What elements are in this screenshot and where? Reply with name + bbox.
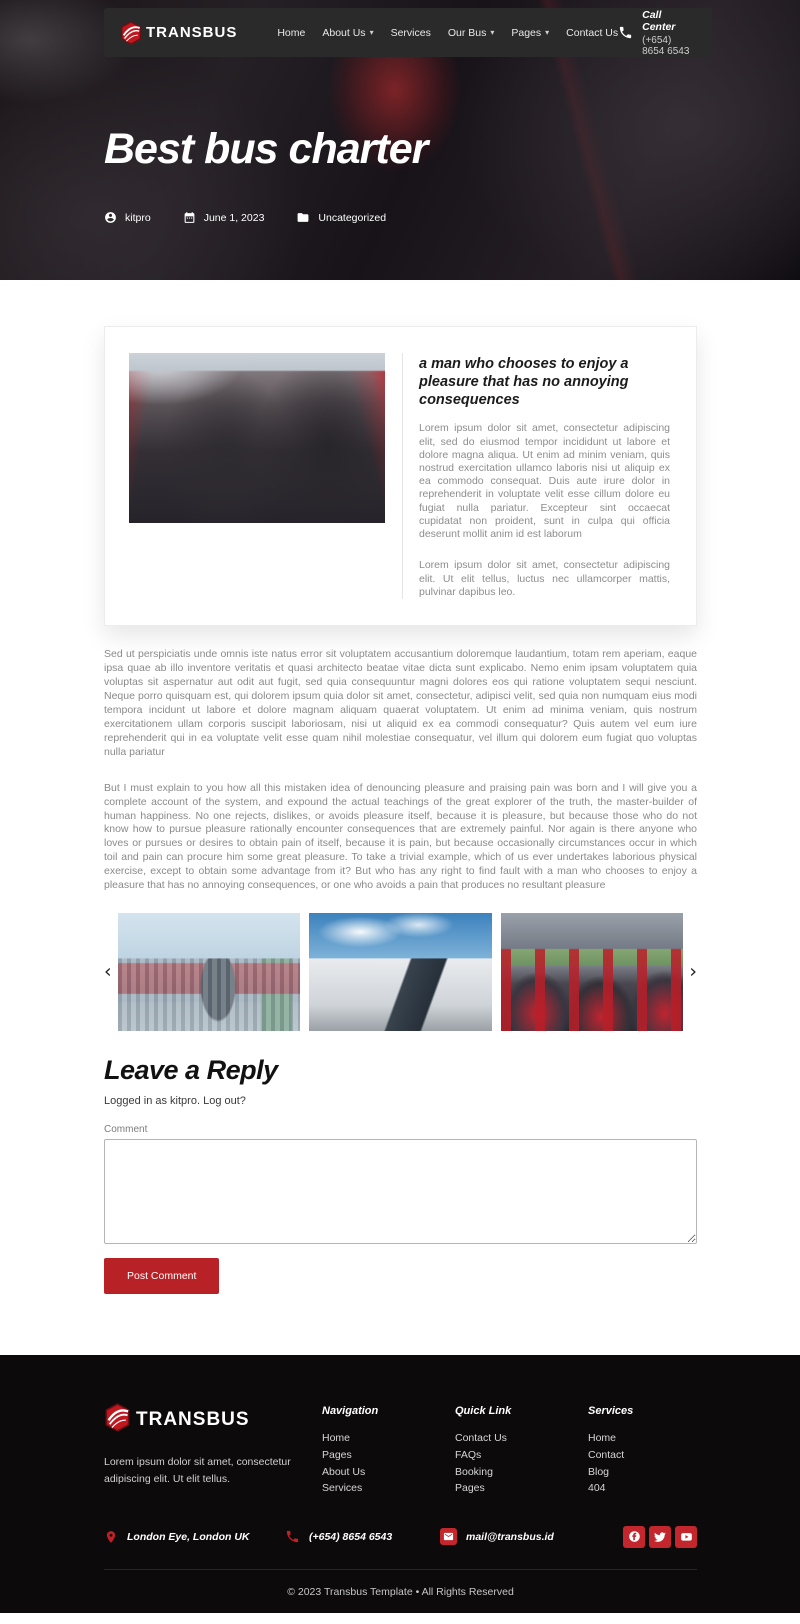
social-links bbox=[623, 1526, 697, 1548]
footer-brand bbox=[104, 1403, 322, 1499]
twitter-icon[interactable] bbox=[649, 1526, 671, 1548]
carousel-next-button[interactable]: › bbox=[689, 960, 697, 983]
chevron-down-icon: ▾ bbox=[490, 28, 495, 37]
article-paragraph: Sed ut perspiciatis unde omnis iste natus error sit voluptatem accusantium doloremque laudantium, totam rem aperiam, eaque ipsa quae ab illo inventore veritatis et quasi architecto beatae vitae dicta sunt explicabo. Nemo enim ipsam voluptatem quia voluptas sit aspernatur aut odit aut fugit, sed quia consequuntur magni dolores eos qui ratione voluptatem sequi nesciunt. Neque porro quisquam est, qui dolorem ipsum quia dolor sit amet, consectetur, adipisci velit, sed quia non numquam eius modi tempora incidunt ut labore et dolore magnam aliquam quaerat voluptatem. Ut enim ad minima veniam, quis nostrum exercitationem ullam corporis suscipit laboriosam, nisi ut aliquid ex ea commodi consequatur? Quis autem vel eum iure reprehenderit qui in ea voluptate velit esse quam nihil molestiae consequatur, vel illum qui dolorem eum fugiat quo voluptas nulla pariatur bbox=[104, 648, 697, 758]
logged-in-line: Logged in as kitpro. Log out? bbox=[104, 1095, 246, 1108]
phone-icon bbox=[285, 1529, 300, 1544]
logo-shield-icon bbox=[120, 21, 142, 45]
footer-link[interactable]: Contact bbox=[588, 1448, 625, 1461]
location-pin-icon bbox=[104, 1529, 118, 1545]
main-navbar bbox=[104, 8, 712, 57]
chevron-down-icon: ▾ bbox=[369, 28, 374, 37]
footer-phone[interactable]: (+654) 8654 6543 bbox=[285, 1529, 440, 1544]
footer-link[interactable]: Home bbox=[588, 1432, 617, 1445]
mail-icon bbox=[440, 1528, 457, 1545]
nav-item-home[interactable]: Home bbox=[277, 26, 306, 39]
calendar-icon bbox=[183, 211, 196, 224]
carousel-slide-city-bus-stop[interactable] bbox=[118, 913, 300, 1031]
quote-paragraph: Lorem ipsum dolor sit amet, consectetur adipiscing elit, sed do eiusmod tempor incididunt ut labore et dolore magna aliqua. Ut enim ad minim veniam, quis nostrud exercitation ullamco laboris nisi ut aliquip ex ea commodo consequat. Duis aute irure dolor in reprehenderit in voluptate velit esse cillum dolore eu fugiat nulla pariatur. Excepteur sint occaecat cupidatat non proident, sunt in culpa qui officia deserunt mollit anim id est laborum bbox=[419, 422, 670, 541]
page-title: Best bus charter bbox=[104, 125, 428, 173]
footer-link[interactable]: Contact Us bbox=[455, 1432, 507, 1445]
youtube-icon[interactable] bbox=[675, 1526, 697, 1548]
site-footer bbox=[0, 1355, 800, 1613]
footer-column-quick-link: Quick Link Contact Us FAQs Booking Pages bbox=[455, 1403, 588, 1499]
nav-item-about-us[interactable]: About Us ▾ bbox=[322, 26, 374, 39]
leave-a-reply-heading: Leave a Reply bbox=[104, 1055, 278, 1086]
comment-label: Comment bbox=[104, 1124, 148, 1136]
logo-shield-icon bbox=[104, 1403, 131, 1437]
logo[interactable] bbox=[120, 21, 237, 45]
carousel-slide-bus-interior[interactable] bbox=[501, 913, 683, 1031]
nav-menu bbox=[277, 27, 618, 39]
footer-link[interactable]: Pages bbox=[455, 1482, 485, 1495]
comment-textarea[interactable] bbox=[104, 1139, 697, 1244]
hero-content bbox=[104, 125, 428, 224]
nav-item-services[interactable]: Services bbox=[390, 26, 431, 39]
nav-item-pages[interactable]: Pages ▾ bbox=[511, 26, 550, 39]
quote-paragraph: Lorem ipsum dolor sit amet, consectetur adipiscing elit. Ut elit tellus, luctus nec ullamcorper mattis, pulvinar dapibus leo. bbox=[419, 559, 670, 598]
hero-section bbox=[0, 0, 800, 280]
footer-link[interactable]: FAQs bbox=[455, 1448, 482, 1461]
carousel-prev-button[interactable]: ‹ bbox=[104, 960, 112, 983]
image-carousel bbox=[104, 913, 697, 1031]
footer-link[interactable]: Home bbox=[322, 1432, 351, 1445]
footer-link[interactable]: Pages bbox=[322, 1448, 352, 1461]
footer-link[interactable]: Booking bbox=[455, 1465, 493, 1478]
footer-link[interactable]: Blog bbox=[588, 1465, 610, 1478]
comment-section bbox=[104, 1055, 697, 1294]
post-meta bbox=[104, 211, 427, 224]
footer-address[interactable]: London Eye, London UK bbox=[104, 1529, 285, 1545]
footer-column-services: Services Home Contact Blog 404 bbox=[588, 1403, 688, 1499]
call-center-phone: (+654) 8654 6543 bbox=[642, 34, 690, 57]
facebook-icon[interactable] bbox=[623, 1526, 645, 1548]
nav-item-contact-us[interactable]: Contact Us bbox=[566, 26, 619, 39]
phone-icon bbox=[618, 25, 633, 40]
quote-card bbox=[104, 326, 697, 626]
footer-logo[interactable] bbox=[104, 1403, 322, 1437]
call-center-label: Call Center bbox=[642, 8, 676, 33]
footer-logo-text: TRANSBUS bbox=[136, 1409, 250, 1431]
copyright: © 2023 Transbus Template • All Rights Reserved bbox=[287, 1585, 514, 1598]
footer-email[interactable]: mail@transbus.id bbox=[440, 1528, 590, 1545]
footer-tagline: Lorem ipsum dolor sit amet, consectetur adipiscing elit. Ut elit tellus. bbox=[104, 1456, 291, 1485]
call-center-block[interactable] bbox=[618, 9, 696, 57]
footer-link[interactable]: Services bbox=[322, 1482, 363, 1495]
user-icon bbox=[104, 211, 117, 224]
chevron-down-icon: ▾ bbox=[545, 28, 550, 37]
article-paragraph: But I must explain to you how all this mistaken idea of denouncing pleasure and praising pain was born and I will give you a complete account of the system, and expound the actual teachings of the great explorer of the truth, the master-builder of human happiness. No one rejects, dislikes, or avoids pleasure itself, because it is pleasure, but because those who do not know how to pursue pleasure rationally encounter consequences that are extremely painful. Nor again is there anyone who loves or pursues or desires to obtain pain of itself, because it is pain, but because occasionally circumstances occur in which toil and pain can procure him some great pleasure. To take a trivial example, which of us ever undertakes laborious physical exercise, except to obtain some advantage from it? But who has any right to find fault with a man who chooses to enjoy a pleasure that has no annoying consequences, or one who avoids a pain that produces no resultant pleasure bbox=[104, 781, 697, 892]
logo-text: TRANSBUS bbox=[146, 24, 238, 41]
carousel-slide-white-coaches[interactable] bbox=[309, 913, 491, 1031]
footer-link[interactable]: About Us bbox=[322, 1465, 366, 1478]
folder-icon bbox=[296, 211, 310, 224]
post-comment-button[interactable]: Post Comment bbox=[104, 1258, 219, 1294]
nav-item-our-bus[interactable]: Our Bus ▾ bbox=[447, 26, 495, 39]
footer-contacts bbox=[104, 1526, 697, 1548]
bus-interior-photo bbox=[129, 353, 385, 523]
post-date: June 1, 2023 bbox=[183, 211, 265, 224]
footer-column-navigation: Navigation Home Pages About Us Services bbox=[322, 1403, 455, 1499]
footer-link[interactable]: 404 bbox=[588, 1482, 606, 1495]
log-out-link[interactable]: Log out? bbox=[203, 1095, 246, 1108]
post-category: Uncategorized bbox=[296, 211, 386, 224]
post-author: kitpro bbox=[104, 211, 151, 224]
quote-heading: a man who chooses to enjoy a pleasure that has no annoying consequences bbox=[419, 356, 629, 409]
article-content bbox=[104, 326, 697, 1294]
